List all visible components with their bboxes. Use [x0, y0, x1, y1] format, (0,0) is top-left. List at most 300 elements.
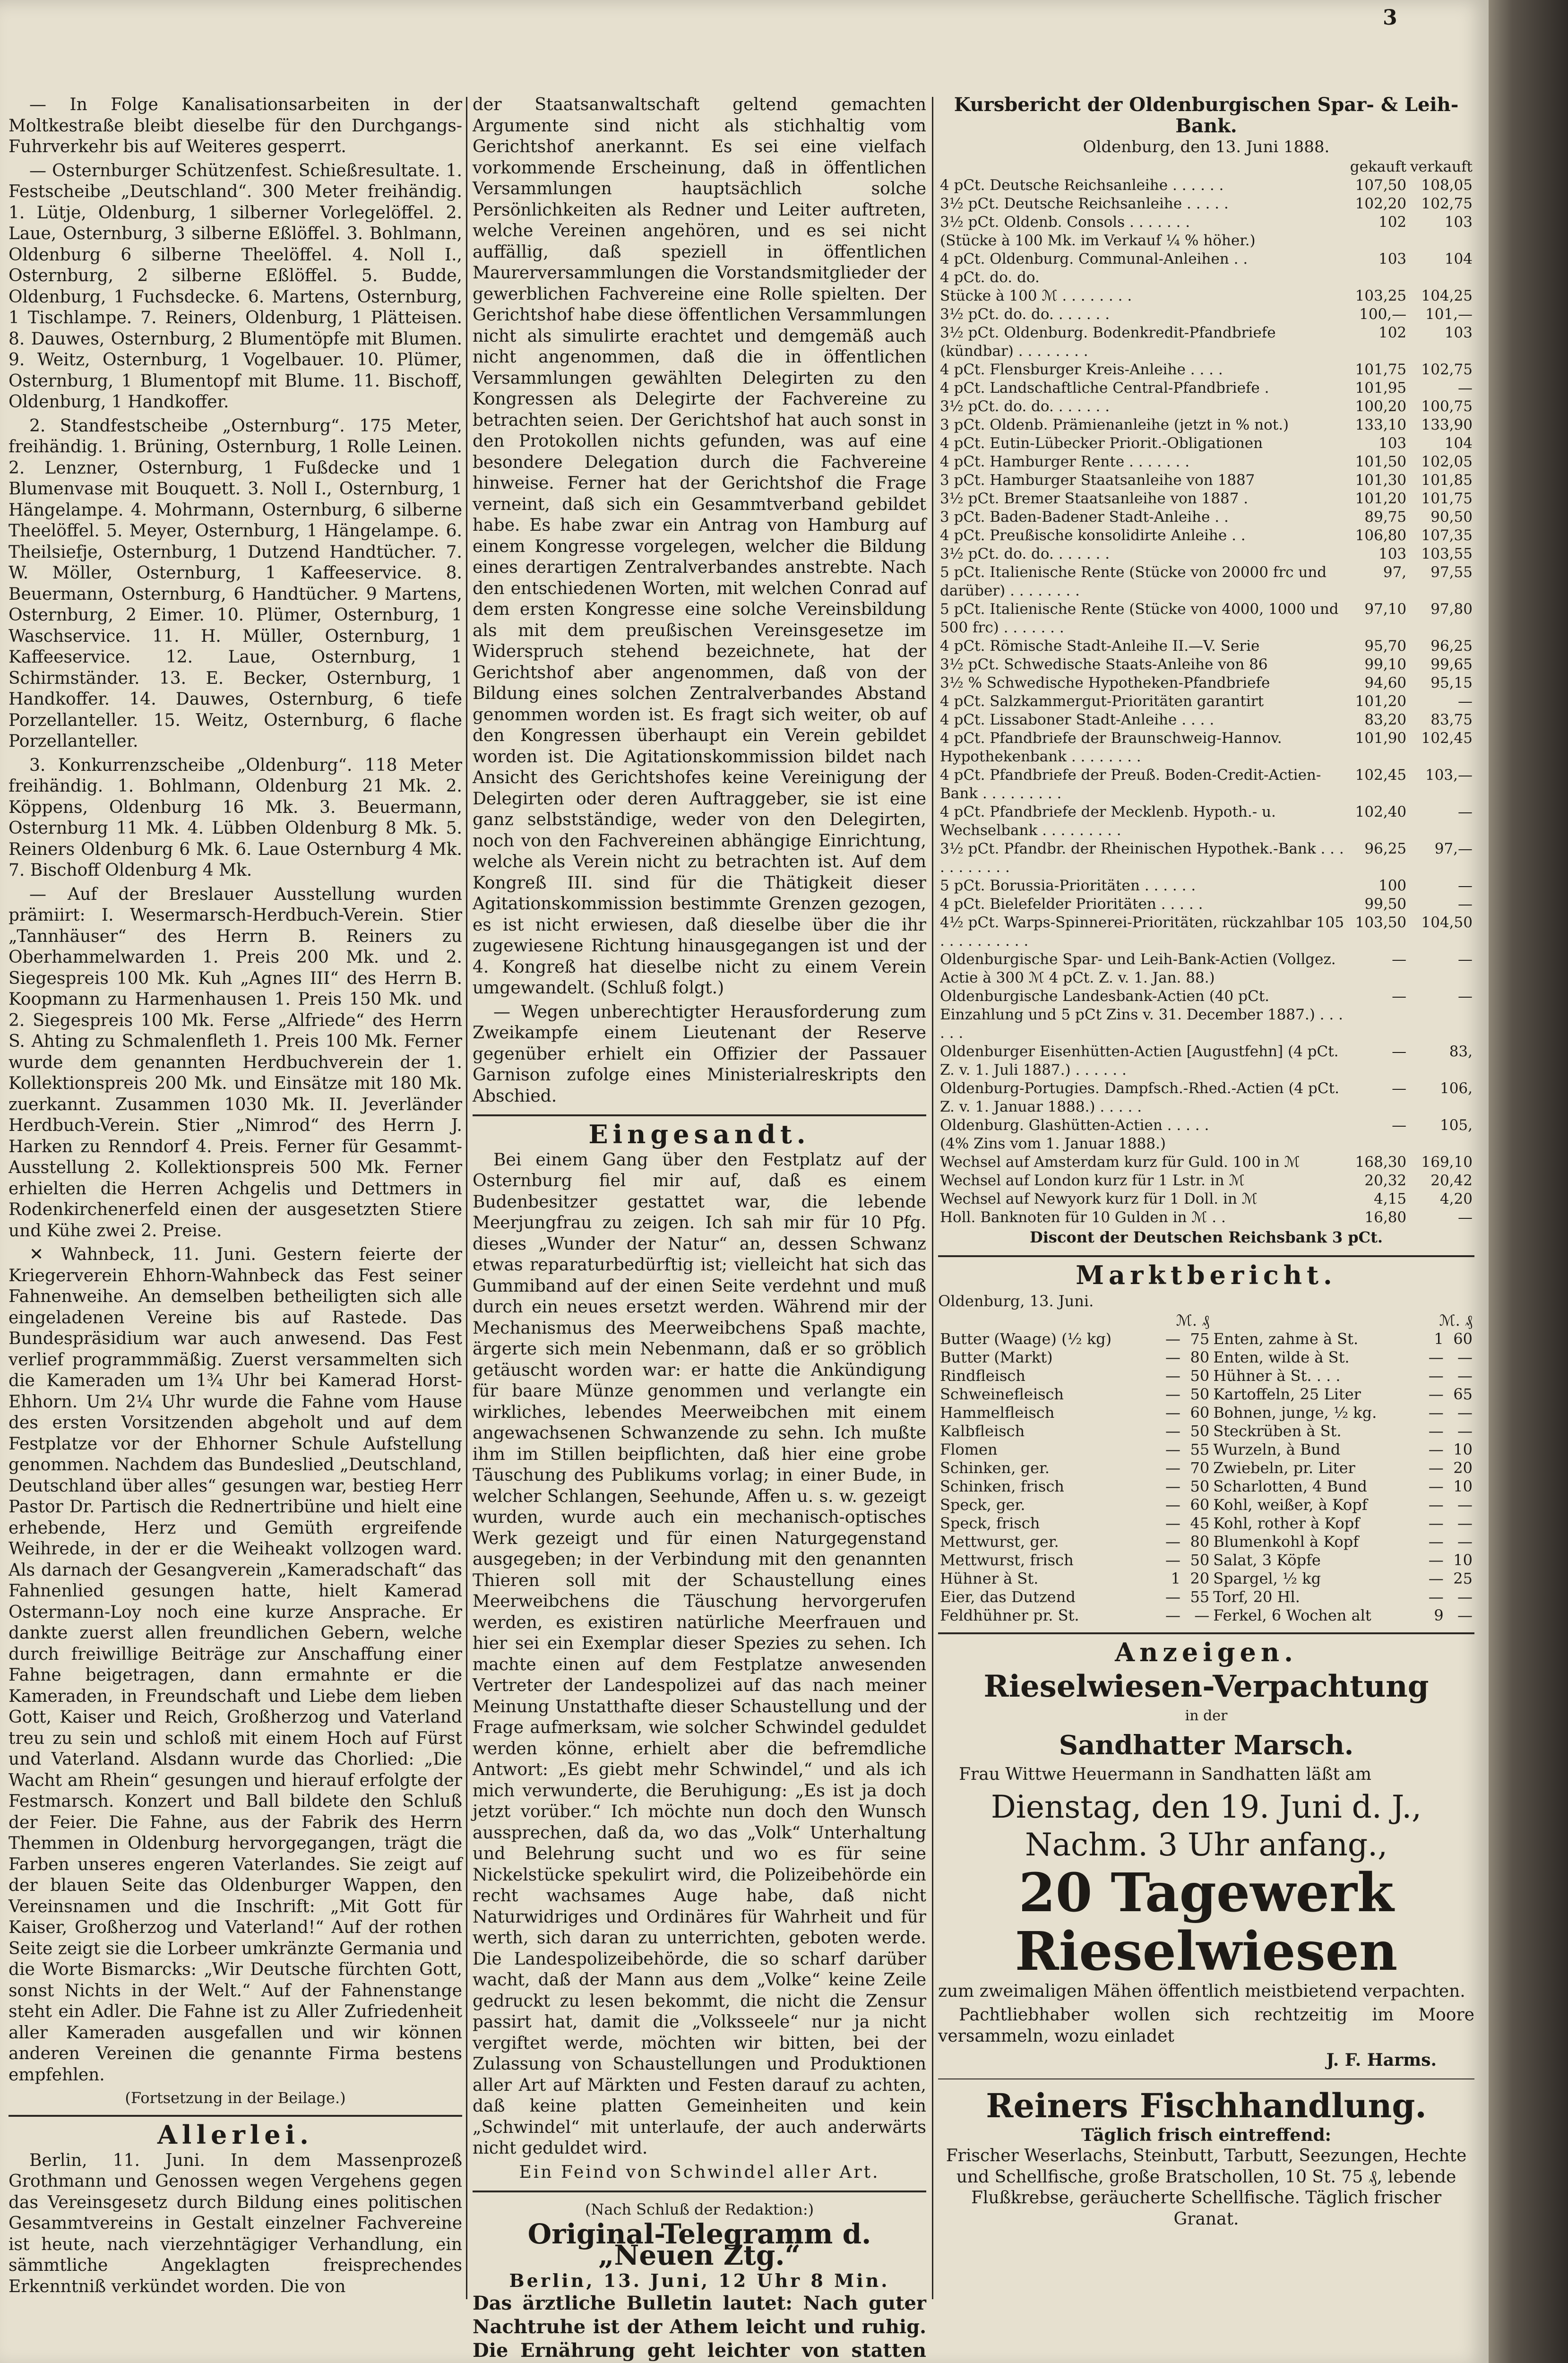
column-rule	[466, 97, 467, 2299]
kurs-verkauft: 103	[1444, 324, 1473, 341]
market-mark-left: —	[1165, 1533, 1180, 1551]
kurs-verkauft: 4,20	[1439, 1190, 1473, 1207]
kurs-verkauft: 90,50	[1430, 508, 1473, 526]
kurs-name: 4 pCt. Flensburger Kreis-Anleihe . . . .	[940, 361, 1223, 378]
kurs-verkauft: 169,10	[1421, 1153, 1473, 1171]
market-mark-left: —	[1165, 1348, 1180, 1366]
kurs-gekauft: 103	[1378, 250, 1407, 267]
market-item-left: Hammelfleisch	[940, 1404, 1055, 1422]
market-mark-right: —	[1428, 1367, 1444, 1385]
kurs-gekauft: 102	[1378, 324, 1407, 341]
kurs-name: 4 pCt. Salzkammergut-Prioritäten garantirt	[940, 692, 1264, 710]
market-row	[938, 1440, 1474, 1459]
market-item-right: Wurzeln, à Bund	[1213, 1440, 1341, 1458]
kurs-row	[938, 950, 1474, 987]
kurs-name: 4 pCt. do. do.	[940, 268, 1040, 286]
ad-text3: Pachtliebhaber wollen sich rechtzeitig im Moore versammeln, wozu einladet	[938, 2005, 1474, 2046]
market-pf-left: 50	[1190, 1367, 1210, 1385]
market-item-left: Schinken, ger.	[940, 1459, 1050, 1477]
kurs-name: 3½ pCt. Deutsche Reichsanleihe . . . . .	[940, 195, 1229, 212]
kurs-gekauft: 89,75	[1364, 508, 1407, 526]
kurs-row	[938, 490, 1474, 508]
kurs-gekauft: —	[1392, 987, 1407, 1005]
market-pf-left: 60	[1190, 1404, 1210, 1422]
article-zweikampf: — Wegen unberechtigter Herausforderung zum Zweikampfe einem Lieutenant der Reserve gegenüber erhielt ein Offizier der Passauer Garnison zufolge eines Ministerialreskripts den Abschied.	[473, 1002, 926, 1106]
kurs-name: 3 pCt. Baden-Badener Stadt-Anleihe . .	[940, 508, 1229, 526]
header-gekauft: gekauft	[1350, 158, 1407, 175]
market-row	[938, 1385, 1474, 1404]
kurs-name: 3 pCt. Oldenb. Prämienanleihe (jetzt in % not.)	[940, 416, 1289, 433]
kurs-verkauft: 101,85	[1421, 471, 1473, 489]
divider	[9, 2115, 462, 2117]
kurs-name: (4% Zins vom 1. Januar 1888.)	[940, 1135, 1166, 1152]
kurs-gekauft: 101,75	[1355, 361, 1407, 378]
market-row	[938, 1422, 1474, 1440]
kurs-gekauft: —	[1392, 1116, 1407, 1134]
kurs-name: 4 pCt. Römische Stadt-Anleihe II.—V. Serie	[940, 637, 1260, 655]
market-item-left: Kalbfleisch	[940, 1422, 1025, 1440]
kurs-verkauft	[1408, 1135, 1474, 1153]
kurs-name: Oldenburger Eisenhütten-Actien [Augustfehn] (4 pCt. Z. v. 1. Juli 1887.) . . . . . .	[940, 1043, 1339, 1078]
kurs-gekauft	[1348, 232, 1408, 250]
market-pf-right: 10	[1453, 1477, 1473, 1495]
divider	[473, 1114, 926, 1116]
kurs-row	[938, 1172, 1474, 1190]
market-table	[938, 1311, 1474, 1625]
kurs-row	[938, 563, 1474, 600]
kurs-verkauft: —	[1458, 877, 1473, 894]
kurs-row	[938, 416, 1474, 434]
kurs-gekauft: 94,60	[1364, 674, 1407, 691]
market-pf-right: —	[1457, 1367, 1473, 1385]
kurs-verkauft: —	[1458, 1208, 1473, 1226]
kurs-row	[938, 324, 1474, 361]
kurs-name: 5 pCt. Italienische Rente (Stücke von 4000, 1000 und 500 frc) . . . . . . .	[940, 600, 1339, 636]
kurs-row	[938, 1208, 1474, 1227]
column-left	[9, 95, 462, 2300]
kurs-gekauft: 133,10	[1355, 416, 1407, 433]
kurs-name: 3½ % Schwedische Hypotheken-Pfandbriefe	[940, 674, 1270, 691]
kurs-row	[938, 232, 1474, 250]
kurs-gekauft: 103	[1378, 434, 1407, 452]
kurs-name: 3½ pCt. Pfandbr. der Rheinischen Hypothek.-Bank . . . . . . . . . . .	[940, 840, 1344, 876]
kurs-verkauft: —	[1458, 987, 1473, 1005]
column-right	[938, 95, 1474, 2233]
divider	[938, 1255, 1474, 1257]
market-item-right: Scharlotten, 4 Bund	[1213, 1477, 1367, 1495]
kurs-name: 3½ pCt. do. do. . . . . . .	[940, 305, 1110, 323]
kurs-name: 3½ pCt. Oldenburg. Bodenkredit-Pfandbriefe (kündbar) . . . . . . . .	[940, 324, 1276, 360]
kurs-row	[938, 268, 1474, 287]
kurs-gekauft: 101,90	[1355, 729, 1407, 747]
kurs-verkauft: 105,	[1439, 1116, 1473, 1134]
kurs-row	[938, 840, 1474, 877]
kurs-verkauft: 99,65	[1430, 655, 1473, 673]
kurs-gekauft	[1348, 268, 1408, 287]
market-row	[938, 1348, 1474, 1367]
market-row	[938, 1330, 1474, 1348]
kurs-row	[938, 397, 1474, 416]
kurs-name: 4 pCt. Hamburger Rente . . . . . . .	[940, 453, 1190, 470]
market-item-right: Ferkel, 6 Wochen alt	[1213, 1606, 1371, 1624]
market-header-row	[938, 1311, 1474, 1330]
kurs-name: Wechsel auf Newyork kurz für 1 Doll. in ℳ	[940, 1190, 1258, 1207]
market-item-right: Enten, zahme à St.	[1213, 1330, 1359, 1348]
article-meerjungfrau: Bei einem Gang über den Festplatz auf der Osternburg fiel mir auf, daß es einem Budenbesitzer gestattet war, die lebende Meerjungfrau zu zeigen. Ich sah mir für 10 Pfg. dieses „Wunder der Natur“ an, dessen Schwanz etwas reparaturbedürftig ist; vielleicht hat sich das Gummiband auf der einen Seite verdehnt und muß durch ein neues ersetzt werden. Während mir der Mechanismus des Meerweibchens Spaß machte, ärgerte sich mein Nebenmann, daß er so gröblich getäuscht worden war: er hatte die Ankündigung für baare Münze genommen und verlangte ein wirkliches, lebendes Meerweibchen mit einem angewachsenen Schwanzende zu sehn. Ich mußte ihm im Stillen beipflichten, daß hier eine grobe Täuschung des Publikums vorlag; in einer Bude, in welcher Schlangen, Seehunde, Affen u. s. w. gezeigt wurden, wurde auch ein mechanisch-optisches Werk gezeigt und für einen Naturgegenstand ausgegeben; in der Verbindung mit den genannten Thieren soll mit der Schaustellung eines Meerweibchens die Täuschung hervorgerufen werden, es existiren natürliche Meerfrauen und hier sei ein Exemplar dieser Spezies zu sehen. Ich machte einen auf dem Festplatze anwesenden Vertreter der Landespolizei auf das nach meiner Meinung Unstatthafte dieser Schaustellung und der Frage aufmerksam, wie solcher Schwindel geduldet werden könne, erhielt aber die befremdliche Antwort: „Es giebt mehr Schwindel,“ und als ich mich verwunderte, die Beruhigung: „Es ist ja doch jetzt vorüber.“ Ich möchte nun doch den Wunsch aussprechen, daß da, wo das „Volk“ Unterhaltung und Belehrung sucht und wo es für seine Nickelstücke spekulirt wird, die Polizeibehörde ein recht wachsames Auge habe, daß nicht Naturwidriges und Ordinäres für Wahrheit und für werth, sich daran zu unterrichten, geboten werde. Die Landespolizeibehörde, die so scharf darüber wacht, daß der Mann aus dem „Volke“ keine Zeile gedruckt zu lesen bekommt, die nicht die Zensur passirt hat, damit die „Volksseele“ nur ja nicht vergiftet werde, möchten wir bitten, bei der Zulassung von Schaustellungen und Produktionen aller Art auf Märkten und Festen darauf zu achten, daß keine platten Gemeinheiten und kein „Schwindel“ mit unterlaufe, der auch anderwärts nicht geduldet wird.	[473, 1150, 926, 2158]
kurs-row	[938, 1190, 1474, 1208]
market-item-right: Spargel, ½ kg	[1213, 1570, 1321, 1587]
market-pf-left: 55	[1190, 1440, 1210, 1458]
redaction-note: (Nach Schluß der Redaktion:)	[585, 2200, 814, 2218]
kurs-name: 4 pCt. Preußische konsolidirte Anleihe . .	[940, 526, 1246, 544]
kurs-verkauft: 103,55	[1421, 545, 1473, 562]
article-staatsanwalt: der Staatsanwaltschaft geltend gemachten Argumente sind nicht als stichhaltig vom Gerichtshof anerkannt. Es sei eine vielfach vorkommende Erscheinung, daß in öffentlichen Versammlungen hauptsächlich solche Persönlichkeiten als Redner und Leiter auftreten, welche Vereinen angehören, und es sei nicht auffällig, daß speziell in öffentlichen Maurerversammlungen die Vorstandsmitglieder der gewerblichen Fachvereine eine Rolle spielten. Der Gerichtshof habe diese öffentlichen Versammlungen nicht als simulirte erachtet und demgemäß auch nicht angenommen, daß die in öffentlichen Versammlungen gewählten Delegirten zu den Kongressen als Delegirte der Fachvereine zu betrachten seien. Der Gerichtshof hat auch sonst in den Protokollen nichts gefunden, was auf eine besondere Delegation durch die Fachvereine hinweise. Ferner hat der Gerichtshof die Frage verneint, daß sich ein Gesammtverband gebildet habe. Es habe zwar ein Antrag von Hamburg auf einem Kongresse vorgelegen, welcher die Bildung eines derartigen Zentralverbandes anstrebte. Nach den entschiedenen Worten, mit welchen Conrad auf dem ersten Kongresse eine solche Vereinsbildung als mit dem preußischen Vereinsgesetze im Widerspruch stehend bezeichnete, hat der Gerichtshof aber angenommen, daß von der Bildung eines solchen Zentralverbandes Abstand genommen worden ist. Es fragt sich weiter, ob auf den Kongressen überhaupt ein Verein gebildet worden ist. Die Agitationskommission bildet nach Ansicht des Gerichtshofes keine Vereinigung der Delegirten oder deren Auftraggeber, sie ist eine ganz selbstständige, weder von den Delegirten, noch von den Fachvereinen abhängige Einrichtung, welche als Verein nicht zu betrachten ist. Auf dem Kongreß III. sind für die Thätigkeit dieser Agitationskommission bestimmte Grenzen gezogen, es ist nicht erwiesen, daß dieselbe über die ihr zugewiesene Richtung hinausgegangen ist und der 4. Kongreß hat dieselbe nicht zu einem Verein umgewandelt. (Schluß folgt.)	[473, 95, 926, 998]
eingesandt-title: Eingesandt.	[588, 1119, 810, 1149]
kurs-name: Oldenburgische Spar- und Leih-Bank-Actien (Vollgez. Actie à 300 ℳ 4 pCt. Z. v. 1. Jan. 88.)	[940, 950, 1336, 986]
market-item-left: Rindfleisch	[940, 1367, 1025, 1385]
market-mark-left: —	[1165, 1330, 1180, 1348]
ad-big: 20 Tagewerk Rieselwiesen	[1015, 1862, 1398, 1983]
market-item-left: Speck, frisch	[940, 1514, 1040, 1532]
market-mark-right: 9	[1434, 1606, 1444, 1624]
market-row	[938, 1459, 1474, 1477]
market-title: Marktbericht.	[1076, 1260, 1337, 1290]
kurs-verkauft: 83,75	[1430, 711, 1473, 728]
market-pf-left: 50	[1190, 1477, 1210, 1495]
kurs-header-row	[938, 158, 1474, 176]
signature: Ein Feind von Schwindel aller Art.	[519, 2162, 880, 2182]
kurs-row	[938, 545, 1474, 563]
market-item-right: Bohnen, junge, ½ kg.	[1213, 1404, 1377, 1422]
market-pf-left: 60	[1190, 1496, 1210, 1514]
kurs-gekauft: 20,32	[1364, 1172, 1407, 1189]
kurs-gekauft: —	[1392, 1043, 1407, 1060]
market-mark-left: 1	[1171, 1570, 1180, 1587]
market-mark-right: —	[1428, 1496, 1444, 1514]
kurs-name: 3½ pCt. do. do. . . . . . .	[940, 397, 1110, 415]
market-mark-left: —	[1165, 1422, 1180, 1440]
kurs-gekauft: 101,30	[1355, 471, 1407, 489]
kurs-row	[938, 766, 1474, 803]
kurs-verkauft: 102,05	[1421, 453, 1473, 470]
kurs-row	[938, 655, 1474, 674]
kurs-name: 4 pCt. Eutin-Lübecker Priorit.-Obligationen	[940, 434, 1263, 452]
market-pf-right: —	[1457, 1533, 1473, 1551]
kurs-gekauft: 100,20	[1355, 397, 1407, 415]
ad-in-der: in der	[1185, 1707, 1228, 1724]
market-item-right: Blumenkohl à Kopf	[1213, 1533, 1359, 1551]
market-unit: ℳ. ₰	[1176, 1311, 1210, 1329]
kurs-name: 4 pCt. Bielefelder Prioritäten . . . . .	[940, 895, 1203, 913]
kurs-name: 5 pCt. Borussia-Prioritäten . . . . . .	[940, 877, 1196, 894]
market-item-left: Schinken, frisch	[940, 1477, 1064, 1495]
kurs-row	[938, 526, 1474, 545]
kurs-name: Stücke à 100 ℳ . . . . . . . .	[940, 287, 1132, 304]
kurs-row	[938, 895, 1474, 914]
market-pf-right: 65	[1453, 1385, 1473, 1403]
market-mark-left: —	[1165, 1606, 1180, 1624]
market-pf-right: —	[1457, 1348, 1473, 1366]
market-mark-right: —	[1428, 1348, 1444, 1366]
continuation-note: (Fortsetzung in der Beilage.)	[125, 2089, 346, 2107]
page-number: 3	[1383, 6, 1397, 30]
kurs-verkauft: 83,	[1449, 1043, 1473, 1060]
divider	[938, 2078, 1474, 2079]
kurs-gekauft: 103,50	[1355, 914, 1407, 931]
market-unit: ℳ. ₰	[1439, 1311, 1473, 1329]
kurs-verkauft	[1408, 268, 1474, 287]
kurs-name: 3½ pCt. Bremer Staatsanleihe von 1887 .	[940, 490, 1249, 507]
kurs-gekauft: 102,45	[1355, 766, 1407, 784]
market-item-right: Zwiebeln, pr. Liter	[1213, 1459, 1355, 1477]
market-item-left: Flomen	[940, 1440, 998, 1458]
market-pf-right: —	[1457, 1422, 1473, 1440]
kurs-gekauft: 102	[1378, 213, 1407, 231]
kurs-gekauft: 101,95	[1355, 379, 1407, 397]
market-mark-right: —	[1428, 1422, 1444, 1440]
market-mark-left: —	[1165, 1588, 1180, 1606]
kurs-row	[938, 508, 1474, 526]
kurs-row	[938, 987, 1474, 1043]
kurs-gekauft: 100	[1378, 877, 1407, 894]
kurs-name: 3½ pCt. Oldenb. Consols . . . . . . .	[940, 213, 1190, 231]
market-row	[938, 1514, 1474, 1533]
kurs-verkauft: 101,75	[1421, 490, 1473, 507]
anzeigen-title: Anzeigen.	[1115, 1637, 1298, 1667]
ad-sign: J. F. Harms.	[1326, 2050, 1437, 2070]
market-mark-left: —	[1165, 1459, 1180, 1477]
kurs-verkauft: 104	[1444, 434, 1473, 452]
ad-rieselwiesen-title: Rieselwiesen-Verpachtung	[983, 1668, 1429, 1704]
kurs-row	[938, 1135, 1474, 1153]
column-middle	[473, 95, 926, 2363]
market-pf-left: 50	[1190, 1551, 1210, 1569]
kurs-verkauft: 101,—	[1425, 305, 1473, 323]
market-row	[938, 1496, 1474, 1514]
kurs-gekauft: —	[1392, 950, 1407, 968]
kurs-gekauft: 100,—	[1359, 305, 1407, 323]
market-row	[938, 1533, 1474, 1551]
market-mark-right: —	[1428, 1533, 1444, 1551]
divider	[473, 2191, 926, 2192]
market-mark-left: —	[1165, 1440, 1180, 1458]
kurs-gekauft: 4,15	[1374, 1190, 1407, 1207]
kurs-row	[938, 379, 1474, 397]
kurs-row	[938, 803, 1474, 840]
kurs-verkauft: —	[1458, 692, 1473, 710]
kurs-verkauft: 104,50	[1421, 914, 1473, 931]
article-schuetzenfest: — Osternburger Schützenfest. Schießresultate. 1. Festscheibe „Deutschland“. 300 Meter freihändig. 1. Lütje, Oldenburg, 1 silberner Vorlegelöffel. 2. Laue, Osternburg, 3 silberne Eßlöffel. 3. Bohlmann, Oldenburg 6 silberne Theelöffel. 4. Noll I., Osternburg, 2 silberne Eßlöffel. 5. Budde, Oldenburg, 1 Fuchsdecke. 6. Martens, Osternburg, 1 Tischlampe. 7. Reiners, Oldenburg, 1 Plätteisen. 8. Dauwes, Osternburg, 2 Blumentöpfe mit Blumen. 9. Weitz, Osternburg, 1 Vogelbauer. 10. Plümer, Osternburg, 1 Blumentopf mit Blume. 11. Bischoff, Oldenburg, 1 Handkoffer.	[9, 161, 462, 412]
kurs-name: Oldenburg-Portugies. Dampfsch.-Rhed.-Actien (4 pCt. Z. v. 1. Januar 1888.) . . . . .	[940, 1079, 1339, 1115]
kurs-name: Wechsel auf Amsterdam kurz für Guld. 100 in ℳ	[940, 1153, 1300, 1171]
kurs-verkauft: 103	[1444, 213, 1473, 231]
market-date: Oldenburg, 13. Juni.	[938, 1292, 1094, 1310]
market-item-left: Butter (Markt)	[940, 1348, 1053, 1366]
market-pf-left: 50	[1190, 1422, 1210, 1440]
kurs-name: (Stücke à 100 Mk. im Verkauf ¼ % höher.)	[940, 232, 1256, 249]
market-pf-left: 75	[1190, 1330, 1210, 1348]
kurs-gekauft: 95,70	[1364, 637, 1407, 655]
market-pf-right: 20	[1453, 1459, 1473, 1477]
discount-line: Discont der Deutschen Reichsbank 3 pCt.	[1029, 1228, 1383, 1246]
kurs-gekauft: 106,80	[1355, 526, 1407, 544]
kurs-gekauft: 101,20	[1355, 692, 1407, 710]
market-item-right: Steckrüben à St.	[1213, 1422, 1342, 1440]
market-mark-right: —	[1428, 1440, 1444, 1458]
kurs-row	[938, 471, 1474, 490]
kurs-gekauft	[1348, 1135, 1408, 1153]
kurs-row	[938, 434, 1474, 453]
market-row	[938, 1404, 1474, 1422]
market-pf-left: 20	[1190, 1570, 1210, 1587]
market-item-right: Kartoffeln, 25 Liter	[1213, 1385, 1361, 1403]
kurs-row	[938, 1153, 1474, 1172]
kursbericht-date: Oldenburg, den 13. Juni 1888.	[1083, 138, 1330, 156]
ad-text1: Frau Wittwe Heuermann in Sandhatten läßt am	[959, 1765, 1372, 1784]
market-item-left: Schweinefleisch	[940, 1385, 1064, 1403]
kurs-verkauft: 106,	[1439, 1079, 1473, 1097]
column-rule	[932, 97, 933, 2299]
market-mark-left: —	[1165, 1385, 1180, 1403]
kurs-gekauft: 97,	[1383, 563, 1407, 581]
kurs-verkauft: —	[1458, 895, 1473, 913]
kurs-gekauft: 103,25	[1355, 287, 1407, 304]
kurs-row	[938, 176, 1474, 195]
kurs-verkauft: —	[1458, 803, 1473, 820]
market-pf-left: 80	[1190, 1348, 1210, 1366]
divider	[938, 1632, 1474, 1634]
kurs-gekauft: 107,50	[1355, 176, 1407, 194]
market-pf-left: 45	[1190, 1514, 1210, 1532]
kurs-gekauft: 83,20	[1364, 711, 1407, 728]
kurs-gekauft: 103	[1378, 545, 1407, 562]
kurs-name: 4 pCt. Pfandbriefe der Preuß. Boden-Credit-Actien-Bank . . . . . . . . .	[940, 766, 1321, 802]
ad-date: Dienstag, den 19. Juni d. J., Nachm. 3 Uhr anfang.,	[991, 1788, 1422, 1863]
market-item-left: Eier, das Dutzend	[940, 1588, 1076, 1606]
market-pf-right: 10	[1453, 1551, 1473, 1569]
kursbericht-table	[938, 158, 1474, 1227]
market-item-left: Speck, ger.	[940, 1496, 1025, 1514]
kurs-gekauft: 101,50	[1355, 453, 1407, 470]
market-item-right: Hühner à St. . . .	[1213, 1367, 1341, 1385]
kurs-verkauft: 95,15	[1430, 674, 1473, 691]
kurs-gekauft: 102,20	[1355, 195, 1407, 212]
kurs-row	[938, 692, 1474, 711]
market-pf-left: —	[1194, 1606, 1210, 1624]
market-mark-right: —	[1428, 1588, 1444, 1606]
market-mark-left: —	[1165, 1404, 1180, 1422]
market-row	[938, 1588, 1474, 1606]
market-pf-right: —	[1457, 1588, 1473, 1606]
telegram-head: Original-Telegramm d. „Neuen Ztg.“	[527, 2218, 871, 2271]
market-pf-right: —	[1457, 1496, 1473, 1514]
market-mark-left: —	[1165, 1496, 1180, 1514]
market-item-left: Hühner à St.	[940, 1570, 1039, 1587]
kurs-gekauft: —	[1392, 1079, 1407, 1097]
kurs-row	[938, 361, 1474, 379]
kurs-row	[938, 453, 1474, 471]
kurs-name: 5 pCt. Italienische Rente (Stücke von 20000 frc und darüber) . . . . . . . .	[940, 563, 1327, 599]
kurs-gekauft: 99,50	[1364, 895, 1407, 913]
market-item-right: Salat, 3 Köpfe	[1213, 1551, 1321, 1569]
kurs-row	[938, 1116, 1474, 1135]
article-konkurrenzscheibe: 3. Konkurrenzscheibe „Oldenburg“. 118 Meter freihändig. 1. Bohlmann, Oldenburg 21 Mk. 2. Köppens, Oldenburg 16 Mk. 3. Beuermann, Osternburg 11 Mk. 4. Lübben Oldenburg 8 Mk. 5. Reiners Oldenburg 6 Mk. 6. Laue Osternburg 4 Mk. 7. Bischoff Oldenburg 4 Mk.	[9, 755, 462, 880]
market-mark-right: —	[1428, 1385, 1444, 1403]
market-pf-left: 55	[1190, 1588, 1210, 1606]
market-pf-left: 50	[1190, 1385, 1210, 1403]
market-pf-right: 60	[1453, 1330, 1473, 1348]
kurs-verkauft: 104	[1444, 250, 1473, 267]
market-row	[938, 1606, 1474, 1625]
market-pf-right: —	[1457, 1514, 1473, 1532]
kurs-gekauft: 16,80	[1364, 1208, 1407, 1226]
market-item-left: Butter (Waage) (½ kg)	[940, 1330, 1112, 1348]
kurs-verkauft: 133,90	[1421, 416, 1473, 433]
kurs-row	[938, 674, 1474, 692]
kurs-verkauft: 102,75	[1421, 361, 1473, 378]
kurs-row	[938, 914, 1474, 950]
ad-fisch-title: Reiners Fischhandlung.	[986, 2086, 1427, 2125]
kurs-name: 4 pCt. Oldenburg. Communal-Anleihen . .	[940, 250, 1248, 267]
market-mark-left: —	[1165, 1477, 1180, 1495]
allerlei-title: Allerlei.	[157, 2120, 313, 2150]
kurs-name: 3½ pCt. Schwedische Staats-Anleihe von 86	[940, 655, 1268, 673]
market-pf-left: 80	[1190, 1533, 1210, 1551]
kurs-gekauft: 97,10	[1364, 600, 1407, 618]
kurs-verkauft: 97,80	[1430, 600, 1473, 618]
market-item-left: Mettwurst, frisch	[940, 1551, 1074, 1569]
market-mark-right: —	[1428, 1551, 1444, 1569]
market-mark-right: —	[1428, 1477, 1444, 1495]
market-mark-right: 1	[1434, 1330, 1444, 1348]
article-standfestscheibe: 2. Standfestscheibe „Osternburg“. 175 Meter, freihändig. 1. Brüning, Osternburg, 1 Rolle Leinen. 2. Lenzner, Osternburg, 1 Fußdecke und 1 Blumenvase mit Bouquett. 3. Noll I., Osternburg, 1 Hängelampe. 4. Mohrmann, Osternburg, 6 silberne Theelöffel. 5. Meyer, Osternburg, 1 Hängelampe. 6. Theilsiefje, Osternburg, 1 Dutzend Handtücher. 7. W. Möller, Osternburg, 1 Kaffeeservice. 8. Beuermann, Osternburg, 6 Handtücher. 9 Martens, Osternburg, 2 Eimer. 10. Plümer, Osternburg, 1 Waschservice. 11. H. Müller, Osternburg, 1 Kaffeeservice. 12. Laue, Osternburg, 1 Schirmständer. 13. E. Becker, Osternburg, 1 Handkoffer. 14. Dauwes, Osternburg, 6 tiefe Porzellanteller. 15. Weitz, Osternburg, 6 flache Porzellanteller.	[9, 416, 462, 751]
market-mark-left: —	[1165, 1551, 1180, 1569]
telegram-text: Das ärztliche Bulletin lautet: Nach guter Nachtruhe ist der Athem leicht und ruhig. Die Ernährung geht leichter von statten	[473, 2292, 926, 2362]
market-row	[938, 1477, 1474, 1496]
kurs-row	[938, 1043, 1474, 1079]
kurs-name: 4 pCt. Pfandbriefe der Braunschweig-Hannov. Hypothekenbank . . . . . . . .	[940, 729, 1282, 765]
market-mark-right: —	[1428, 1514, 1444, 1532]
kurs-verkauft: 97,55	[1430, 563, 1473, 581]
article-berlin-prozess: Berlin, 11. Juni. In dem Massenprozeß Grothmann und Genossen wegen Vergehens gegen das Vereinsgesetz durch Bildung eines politischen Gesammtvereins in Gestalt einzelner Fachvereine ist heute, nach vierzehntägiger Verhandlung, ein sämmtliche Angeklagten freisprechendes Erkenntniß verkündet worden. Die von	[9, 2150, 462, 2296]
market-pf-right: —	[1457, 1606, 1473, 1624]
market-row	[938, 1367, 1474, 1385]
kurs-name: Oldenburgische Landesbank-Actien (40 pCt. Einzahlung und 5 pCt Zins v. 31. December 1887.) . . . . . .	[940, 987, 1343, 1042]
kurs-row	[938, 637, 1474, 655]
kurs-verkauft: —	[1458, 950, 1473, 968]
kurs-name: 4 pCt. Lissaboner Stadt-Anleihe . . . .	[940, 711, 1215, 728]
market-pf-right: 25	[1453, 1570, 1473, 1587]
market-row	[938, 1570, 1474, 1588]
ad-place: Sandhatter Marsch.	[1059, 1730, 1354, 1761]
kurs-row	[938, 711, 1474, 729]
ad-text2: zum zweimaligen Mähen öffentlich meistbietend verpachten.	[938, 1981, 1465, 2001]
market-mark-left: —	[1165, 1367, 1180, 1385]
market-item-right: Kohl, weißer, à Kopf	[1213, 1496, 1368, 1514]
market-pf-left: 70	[1190, 1459, 1210, 1477]
article-canal: — In Folge Kanalisationsarbeiten in der Moltkestraße bleibt dieselbe für den Durchgangs-Fuhrverkehr bis auf Weiteres gesperrt.	[9, 95, 462, 156]
kurs-row	[938, 1079, 1474, 1116]
article-breslau: — Auf der Breslauer Ausstellung wurden prämiirt: I. Wesermarsch-Herdbuch-Verein. Stier „Tannhäuser“ des Herrn B. Reiners zu Oberhammelwarden 1. Preis 200 Mk. und 2. Siegespreis 100 Mk. Kuh „Agnes III“ des Herrn B. Koopmann zu Harmenhausen 1. Preis 150 Mk. und 2. Siegespreis 100 Mk. Ferse „Alfriede“ des Herrn S. Ahting zu Schmalenfleth 1. Preis 100 Mk. Ferner wurde dem genannten Herdbuchverein der 1. Kollektionspreis 200 Mk. und Einsätze mit 180 Mk. zuerkannt. Zusammen 1030 Mk. II. Jeverländer Herdbuch-Verein. Stier „Nimrod“ des Herrn J. Harken zu Renndorf 4. Preis. Ferner für Gesammt-Ausstellung 2. Kollektionspreis 500 Mk. Ferner erhielten die Herren Achgelis und Dettmers in Rodenkirchenerfeld einen der ausgesetzten Stiere und Kühe zwei 2. Preise.	[9, 884, 462, 1241]
market-row	[938, 1551, 1474, 1570]
kurs-verkauft: 102,75	[1421, 195, 1473, 212]
kurs-verkauft: 107,35	[1421, 526, 1473, 544]
kurs-gekauft: 96,25	[1364, 840, 1407, 857]
market-item-right: Kohl, rother à Kopf	[1213, 1514, 1360, 1532]
kurs-name: Oldenburg. Glashütten-Actien . . . . .	[940, 1116, 1209, 1134]
kurs-verkauft: 102,45	[1421, 729, 1473, 747]
kurs-row	[938, 600, 1474, 637]
